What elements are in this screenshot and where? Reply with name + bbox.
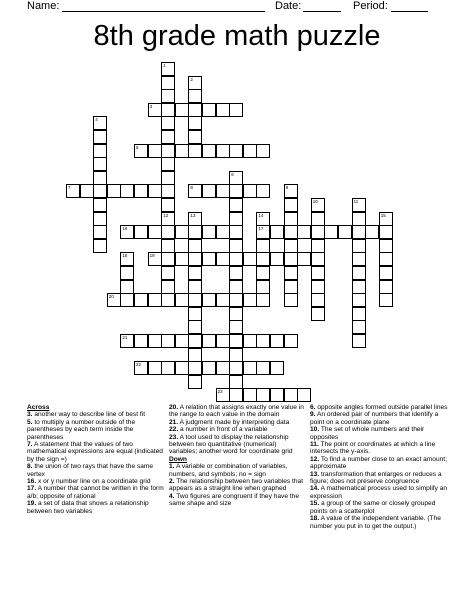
crossword-cell[interactable] [188, 293, 202, 307]
clue-item [169, 426, 305, 433]
crossword-cell[interactable] [270, 388, 284, 402]
clue-text: A number that cannot be written in the form a/b; opposite of rational [27, 485, 164, 500]
clue-item [169, 493, 305, 508]
crossword-cell[interactable] [93, 184, 107, 198]
crossword-cell[interactable] [229, 184, 243, 198]
crossword-cell[interactable] [161, 280, 175, 294]
crossword-cell[interactable] [352, 280, 366, 294]
crossword-cell[interactable] [202, 361, 216, 375]
crossword-cell[interactable] [161, 157, 175, 171]
clue-number-label: 13 [190, 212, 196, 218]
crossword-cell[interactable] [229, 266, 243, 280]
clue-number: 17. [27, 485, 37, 493]
crossword-cell[interactable] [256, 266, 270, 280]
crossword-cell[interactable] [161, 76, 175, 90]
crossword-cell[interactable] [134, 334, 148, 348]
crossword-cell[interactable] [297, 225, 311, 239]
clue-text: To find a number close to an exact amount; approximate [310, 455, 447, 471]
crossword-cell[interactable] [352, 334, 366, 348]
crossword-cell[interactable] [161, 266, 175, 280]
crossword-cell[interactable] [229, 293, 243, 307]
crossword-cell[interactable] [175, 144, 189, 158]
crossword-cell[interactable] [243, 334, 257, 348]
clue-number: 10. [310, 426, 320, 434]
clue-item [169, 434, 305, 456]
clue-number: 9. [310, 411, 316, 419]
crossword-cell[interactable] [188, 266, 202, 280]
crossword-cell[interactable] [229, 239, 243, 253]
clue-text: another way to describe line of best fit [32, 411, 146, 419]
crossword-cell[interactable] [324, 225, 338, 239]
crossword-cell[interactable] [120, 293, 134, 307]
across-heading: Across [27, 404, 50, 411]
clue-text: the union of two rays that have the same vertex [27, 463, 154, 478]
clue-text: A mathematical process used to simplify an expression [310, 485, 448, 500]
crossword-cell[interactable] [188, 375, 202, 389]
crossword-cell[interactable] [161, 252, 175, 266]
crossword-cell[interactable] [93, 239, 107, 253]
crossword-cell[interactable] [352, 307, 366, 321]
crossword-cell[interactable] [229, 103, 243, 117]
clue-text: A judgment made by interpreting data [178, 418, 290, 426]
clue-item [310, 426, 450, 441]
crossword-cell[interactable] [93, 212, 107, 226]
crossword-cell[interactable] [229, 375, 243, 389]
crossword-cell[interactable] [352, 225, 366, 239]
name-label: Name: [27, 0, 60, 12]
clue-text: The point or coordinates at which a line intersects the y-axis. [310, 441, 436, 456]
clue-item [27, 411, 164, 418]
crossword-cell[interactable] [161, 184, 175, 198]
crossword-cell[interactable] [188, 320, 202, 334]
clue-item [310, 485, 450, 500]
crossword-cell[interactable] [229, 334, 243, 348]
clue-number-label: 17 [258, 226, 264, 232]
crossword-cell[interactable] [93, 144, 107, 158]
clue-item [169, 419, 305, 426]
crossword-cell[interactable] [352, 293, 366, 307]
crossword-cell[interactable] [256, 388, 270, 402]
date-label: Date: [275, 0, 302, 12]
clue-number-label: 3 [149, 103, 153, 109]
crossword-cell[interactable] [148, 361, 162, 375]
clue-text: The relationship between two variables that appears as a straight line when graphed [169, 478, 304, 493]
clue-number-label: 2 [190, 76, 193, 82]
clue-number-label: 7 [68, 185, 71, 191]
clue-number: 7. [27, 441, 33, 449]
crossword-cell[interactable] [229, 388, 243, 402]
crossword-cell[interactable] [120, 266, 134, 280]
crossword-cell[interactable] [161, 293, 175, 307]
clue-number: 8. [27, 463, 33, 471]
clue-number-label: 8 [190, 185, 193, 191]
crossword-cell[interactable] [93, 171, 107, 185]
clue-item [27, 485, 164, 500]
crossword-cell[interactable] [256, 252, 270, 266]
crossword-cell[interactable] [161, 334, 175, 348]
crossword-cell[interactable] [216, 361, 230, 375]
crossword-cell[interactable] [80, 184, 94, 198]
crossword-cell[interactable] [352, 239, 366, 253]
crossword-cell[interactable] [175, 252, 189, 266]
crossword-cell[interactable] [270, 225, 284, 239]
clue-text: a number in front of a variable [178, 426, 268, 434]
crossword-cell[interactable] [243, 293, 257, 307]
crossword-cell[interactable] [120, 184, 134, 198]
crossword-cell[interactable] [188, 252, 202, 266]
crossword-cell[interactable] [311, 293, 325, 307]
clue-text: A relation that assigns exactly one value in the range to each value in the domain [169, 404, 304, 419]
clue-number: 14. [310, 485, 320, 493]
clue-text: A variable or combination of variables, numbers, and symbols; no = sign [169, 463, 288, 478]
crossword-cell[interactable] [175, 103, 189, 117]
clue-number: 22. [169, 426, 179, 434]
crossword-cell[interactable] [284, 388, 298, 402]
crossword-cell[interactable] [229, 225, 243, 239]
crossword-cell[interactable] [134, 225, 148, 239]
clue-text: A value of the independent variable. (The number you put in to get the output.) [310, 515, 441, 530]
crossword-cell[interactable] [134, 184, 148, 198]
clue-number-label: 16 [122, 226, 128, 232]
crossword-cell[interactable] [93, 157, 107, 171]
crossword-cell[interactable] [270, 252, 284, 266]
period-label: Period: [353, 0, 388, 12]
crossword-cell[interactable] [229, 280, 243, 294]
crossword-cell[interactable] [256, 334, 270, 348]
crossword-cell[interactable] [311, 280, 325, 294]
crossword-cell[interactable] [148, 144, 162, 158]
crossword-cell[interactable] [379, 266, 393, 280]
clue-item [310, 456, 450, 471]
crossword-cell[interactable] [216, 293, 230, 307]
clue-item [27, 500, 164, 515]
crossword-cell[interactable] [161, 361, 175, 375]
crossword-cell[interactable] [284, 239, 298, 253]
crossword-cell[interactable] [256, 144, 270, 158]
clue-number-label: 6 [231, 171, 234, 177]
crossword-cell[interactable] [188, 361, 202, 375]
crossword-cell[interactable] [188, 348, 202, 362]
clue-number-label: 12 [163, 212, 169, 218]
clue-number: 5. [27, 418, 33, 426]
crossword-cell[interactable] [202, 184, 216, 198]
crossword-cell[interactable] [93, 130, 107, 144]
crossword-cell[interactable] [311, 307, 325, 321]
clue-number-label: 5 [136, 144, 139, 150]
clues-column-3 [310, 404, 450, 530]
crossword-cell[interactable] [284, 266, 298, 280]
clue-number: 20. [169, 404, 179, 411]
clue-text: transformation that enlarges or reduces a figure; does not preserve congruence [310, 470, 442, 486]
crossword-cell[interactable] [175, 225, 189, 239]
clue-item [27, 478, 164, 485]
clue-text: Two figures are congruent if they have the same shape and size [169, 492, 300, 508]
crossword-cell[interactable] [216, 184, 230, 198]
crossword-cell[interactable] [161, 171, 175, 185]
clue-number: 2. [169, 478, 175, 486]
crossword-cell[interactable] [161, 89, 175, 103]
crossword-cell[interactable] [379, 239, 393, 253]
crossword-cell[interactable] [229, 348, 243, 362]
clue-number-label: 18 [122, 253, 128, 259]
crossword-cell[interactable] [379, 280, 393, 294]
crossword-cell[interactable] [229, 361, 243, 375]
crossword-cell[interactable] [243, 144, 257, 158]
crossword-cell[interactable] [161, 239, 175, 253]
clue-number: 19. [27, 500, 37, 508]
crossword-cell[interactable] [229, 307, 243, 321]
crossword-cell[interactable] [311, 252, 325, 266]
crossword-cell[interactable] [229, 212, 243, 226]
clue-item [310, 471, 450, 486]
crossword-cell[interactable] [202, 252, 216, 266]
clue-item [27, 419, 164, 441]
clue-number: 1. [169, 463, 175, 471]
page-title: 8th grade math puzzle [93, 20, 381, 52]
crossword-cell[interactable] [256, 280, 270, 294]
crossword-cell[interactable] [284, 293, 298, 307]
clues-column-2 [169, 404, 305, 508]
clue-number: 12. [310, 455, 320, 463]
crossword-cell[interactable] [284, 198, 298, 212]
crossword-cell[interactable] [229, 144, 243, 158]
clue-number: 13. [310, 470, 320, 478]
crossword-cell[interactable] [338, 225, 352, 239]
crossword-cell[interactable] [216, 334, 230, 348]
clue-item [27, 463, 164, 478]
crossword-cell[interactable] [243, 252, 257, 266]
clue-item [310, 515, 450, 530]
crossword-cell[interactable] [120, 280, 134, 294]
clue-number-label: 9 [285, 185, 289, 191]
crossword-cell[interactable] [216, 103, 230, 117]
crossword-cell[interactable] [243, 361, 257, 375]
crossword-cell[interactable] [188, 307, 202, 321]
crossword-cell[interactable] [161, 116, 175, 130]
crossword-cell[interactable] [161, 144, 175, 158]
crossword-cell[interactable] [107, 184, 121, 198]
clue-number: 11. [310, 441, 319, 449]
clue-number-label: 11 [353, 199, 359, 204]
clue-number-label: 4 [95, 117, 98, 123]
crossword-cell[interactable] [188, 144, 202, 158]
crossword-cell[interactable] [188, 280, 202, 294]
down-heading: Down [169, 455, 187, 463]
crossword-cell[interactable] [311, 212, 325, 226]
crossword-cell[interactable] [188, 130, 202, 144]
crossword-cell[interactable] [229, 198, 243, 212]
crossword-cell[interactable] [175, 293, 189, 307]
crossword-cell[interactable] [352, 252, 366, 266]
clue-text: A tool used to display the relationship between two quantitative (numerical) variables; another word for coordinate grid [169, 433, 293, 456]
clue-text: opposite angles formed outside parallel lines [315, 404, 448, 411]
crossword-cell[interactable] [243, 388, 257, 402]
crossword-cell[interactable] [311, 266, 325, 280]
crossword-cell[interactable] [311, 225, 325, 239]
clue-number: 21. [169, 418, 179, 426]
clue-number-label: 23 [217, 389, 223, 395]
crossword-cell[interactable] [202, 103, 216, 117]
crossword-cell[interactable] [352, 320, 366, 334]
crossword-cell[interactable] [229, 320, 243, 334]
crossword-cell[interactable] [161, 198, 175, 212]
crossword-cell[interactable] [148, 225, 162, 239]
crossword-cell[interactable] [161, 103, 175, 117]
crossword-cell[interactable] [284, 212, 298, 226]
clue-item [310, 404, 450, 411]
crossword-cell[interactable] [175, 334, 189, 348]
crossword-cell[interactable] [202, 293, 216, 307]
crossword-cell[interactable] [148, 184, 162, 198]
crossword-cell[interactable] [216, 144, 230, 158]
clue-item [27, 441, 164, 463]
crossword-cell[interactable] [379, 293, 393, 307]
clue-text: A statement that the values of two mathematical expressions are equal (indicated by the sign =) [27, 441, 163, 463]
crossword-cell[interactable] [188, 225, 202, 239]
crossword-cell[interactable] [93, 198, 107, 212]
clue-number: 4. [169, 492, 175, 500]
clue-number-label: 22 [136, 362, 142, 368]
clue-text: to multiply a number outside of the parentheses by each term inside the parentheses [27, 418, 136, 441]
crossword-cell[interactable] [188, 103, 202, 117]
crossword-cell[interactable] [284, 225, 298, 239]
crossword-cell[interactable] [148, 334, 162, 348]
clue-text: a group of the same or closely grouped points on a scatterplot [310, 500, 436, 515]
clue-text: An ordered pair of numbers that identify a point on a coordinate plane [310, 411, 439, 426]
crossword-cell[interactable] [365, 225, 379, 239]
crossword-cell[interactable] [243, 184, 257, 198]
clue-number: 6. [310, 404, 316, 411]
clues-column-1 [27, 404, 164, 515]
clue-item [169, 478, 305, 493]
clue-number-label: 21 [122, 335, 128, 340]
crossword-cell[interactable] [216, 252, 230, 266]
crossword-cell[interactable] [202, 225, 216, 239]
crossword-cell[interactable] [297, 252, 311, 266]
crossword-cell[interactable] [284, 334, 298, 348]
crossword-cell[interactable] [256, 239, 270, 253]
crossword-cell[interactable] [270, 334, 284, 348]
clue-item [310, 411, 450, 426]
crossword-cell[interactable] [188, 239, 202, 253]
clue-number: 3. [27, 411, 33, 419]
crossword-cell[interactable] [93, 225, 107, 239]
crossword-cell[interactable] [216, 225, 230, 239]
clue-item [310, 441, 450, 456]
clue-number-label: 15 [380, 212, 386, 218]
crossword-cell[interactable] [229, 252, 243, 266]
clue-item [169, 404, 305, 419]
clue-number: 15. [310, 500, 320, 508]
crossword-cell[interactable] [256, 361, 270, 375]
clue-text: The set of whole numbers and their opposites [310, 426, 425, 441]
crossword-cell[interactable] [161, 130, 175, 144]
crossword-cell[interactable] [284, 252, 298, 266]
crossword-cell[interactable] [188, 334, 202, 348]
crossword-cell[interactable] [256, 293, 270, 307]
crossword-cell[interactable] [202, 144, 216, 158]
clue-number: 16. [27, 478, 37, 486]
crossword-cell[interactable] [188, 89, 202, 103]
crossword-cell[interactable] [161, 225, 175, 239]
clue-number-label: 1 [163, 63, 166, 68]
clue-item [169, 463, 305, 478]
clue-text: x or y number line on a coordinate grid [36, 478, 151, 486]
crossword-cell[interactable] [379, 225, 393, 239]
crossword-cell[interactable] [256, 184, 270, 198]
clue-number: 18. [310, 515, 320, 523]
crossword-cell[interactable] [188, 116, 202, 130]
clue-item [310, 500, 450, 515]
clue-text: a set of data that shows a relationship between two variables [27, 500, 149, 515]
clue-number-label: 19 [149, 253, 155, 259]
clue-number-label: 14 [258, 212, 264, 218]
crossword-cell[interactable] [134, 293, 148, 307]
crossword-cell[interactable] [175, 361, 189, 375]
crossword-cell[interactable] [148, 293, 162, 307]
crossword-cell[interactable] [352, 212, 366, 226]
clue-number-label: 10 [312, 199, 318, 204]
crossword-cell[interactable] [379, 252, 393, 266]
crossword-cell[interactable] [297, 388, 311, 402]
crossword-cell[interactable] [284, 280, 298, 294]
crossword-cell[interactable] [270, 361, 284, 375]
clue-number-label: 20 [108, 294, 114, 300]
clue-number: 23. [169, 433, 179, 441]
crossword-cell[interactable] [352, 266, 366, 280]
crossword-cell[interactable] [202, 334, 216, 348]
crossword-cell[interactable] [311, 239, 325, 253]
